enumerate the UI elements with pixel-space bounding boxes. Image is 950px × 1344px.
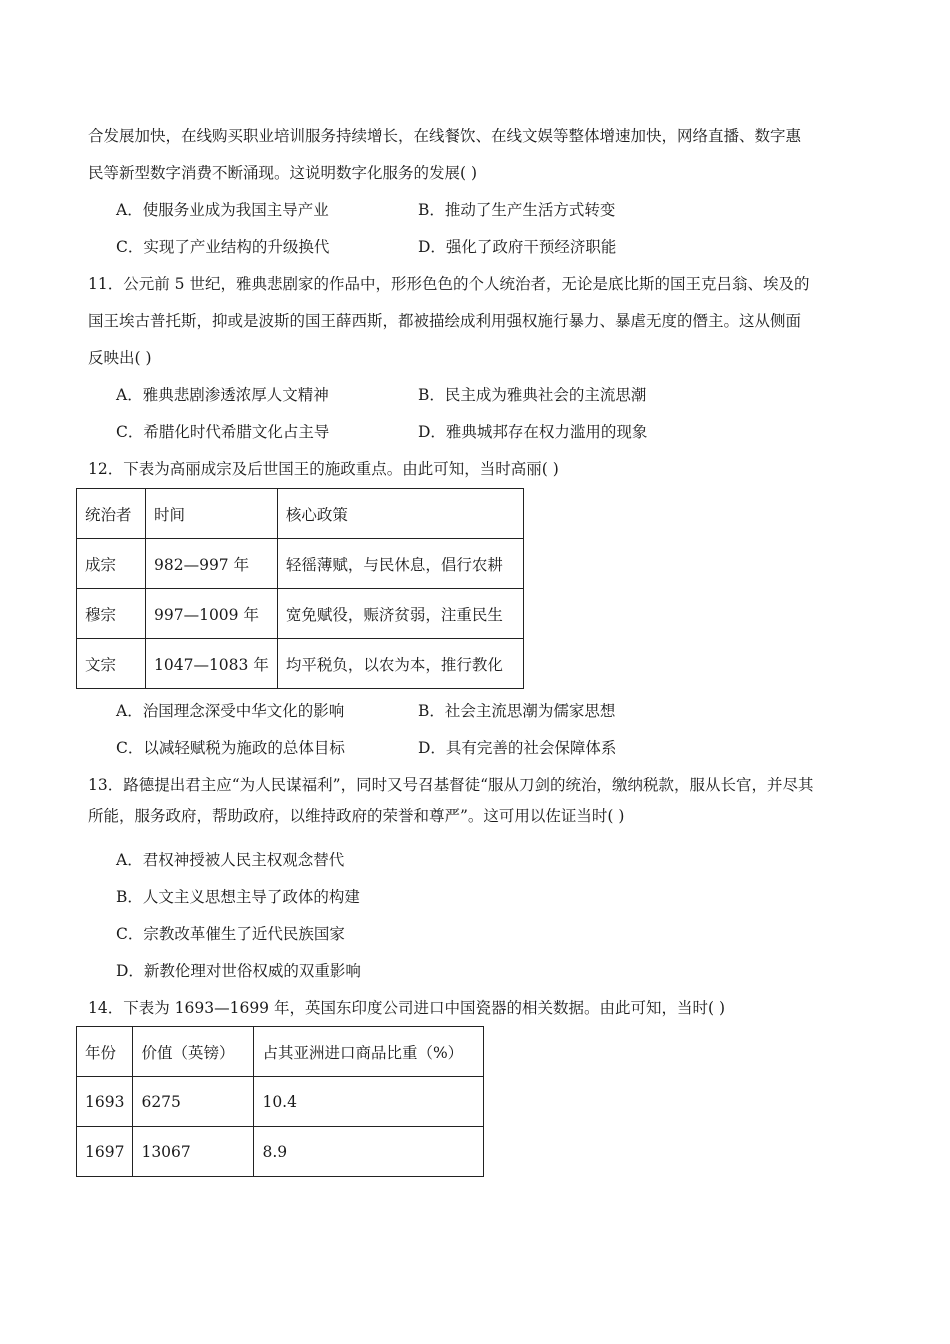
- table-cell: 穆宗: [77, 589, 146, 639]
- q13-option-b: B．人文主义思想主导了政体的构建: [116, 888, 360, 906]
- table-cell: 6275: [133, 1077, 254, 1127]
- q13-stem-line-1: 13．路德提出君主应“为人民谋福利”，同时又号召基督徒“服从刀剑的统治，缴纳税款，服从长官，并尽其: [88, 776, 814, 794]
- q10-option-d: D．强化了政府干预经济职能: [418, 238, 617, 256]
- q12-option-b: B．社会主流思潮为儒家思想: [418, 702, 616, 720]
- table-cell: 1693: [77, 1077, 133, 1127]
- table-cell: 982—997 年: [146, 539, 278, 589]
- q10-option-c: C．实现了产业结构的升级换代: [116, 238, 330, 256]
- q14-stem: 14．下表为 1693—1699 年，英国东印度公司进口中国瓷器的相关数据。由此可知，当时( ): [88, 999, 725, 1017]
- q11-option-d: D．雅典城邦存在权力滥用的现象: [418, 423, 648, 441]
- table-header-row: [77, 489, 524, 539]
- q12-stem: 12．下表为高丽成宗及后世国王的施政重点。由此可知，当时高丽( ): [88, 460, 559, 478]
- q11-stem-line-3: 反映出( ): [88, 349, 152, 367]
- table-cell: 1697: [77, 1127, 133, 1177]
- q10-stem-line-1: 合发展加快，在线购买职业培训服务持续增长，在线餐饮、在线文娱等整体增速加快，网络直播、数字惠: [88, 127, 802, 145]
- q13-option-a: A．君权神授被人民主权观念替代: [116, 851, 345, 869]
- table-cell: 8.9: [254, 1127, 484, 1177]
- q12-option-d: D．具有完善的社会保障体系: [418, 739, 617, 757]
- table-header-cell: 核心政策: [277, 489, 523, 539]
- q11-option-a: A．雅典悲剧渗透浓厚人文精神: [116, 386, 329, 404]
- table-cell: 13067: [133, 1127, 254, 1177]
- table-header-row: [77, 1027, 484, 1077]
- table-header-cell: 统治者: [77, 489, 146, 539]
- table-cell: 均平税负，以农为本，推行教化: [277, 639, 523, 689]
- q11-stem-line-2: 国王埃古普托斯，抑或是波斯的国王薛西斯，都被描绘成利用强权施行暴力、暴虐无度的僭主。这从侧面: [88, 312, 802, 330]
- q13-option-c: C．宗教改革催生了近代民族国家: [116, 925, 345, 943]
- table-row: [77, 1077, 484, 1127]
- q11-option-b: B．民主成为雅典社会的主流思潮: [418, 386, 647, 404]
- q11-stem-line-1: 11．公元前 5 世纪，雅典悲剧家的作品中，形形色色的个人统治者，无论是底比斯的国王克吕翁、埃及的: [88, 275, 810, 293]
- q13-option-d: D．新教伦理对世俗权威的双重影响: [116, 962, 361, 980]
- table-header-cell: 占其亚洲进口商品比重（%）: [254, 1027, 484, 1077]
- table-cell: 成宗: [77, 539, 146, 589]
- table-row: [77, 539, 524, 589]
- q12-option-c: C．以减轻赋税为施政的总体目标: [116, 739, 345, 757]
- q10-option-b: B．推动了生产生活方式转变: [418, 201, 616, 219]
- q11-option-c: C．希腊化时代希腊文化占主导: [116, 423, 330, 441]
- table-header-cell: 价值（英镑）: [133, 1027, 254, 1077]
- table-row: [77, 639, 524, 689]
- table-row: [77, 589, 524, 639]
- q12-option-a: A．治国理念深受中华文化的影响: [116, 702, 345, 720]
- table-header-cell: 时间: [146, 489, 278, 539]
- table-cell: 997—1009 年: [146, 589, 278, 639]
- table-cell: 轻徭薄赋，与民休息，倡行农耕: [277, 539, 523, 589]
- q10-stem-line-2: 民等新型数字消费不断涌现。这说明数字化服务的发展( ): [88, 164, 478, 182]
- q14-table: [76, 1026, 484, 1177]
- table-row: [77, 1127, 484, 1177]
- table-cell: 文宗: [77, 639, 146, 689]
- table-cell: 宽免赋役，赈济贫弱，注重民生: [277, 589, 523, 639]
- table-cell: 10.4: [254, 1077, 484, 1127]
- table-header-cell: 年份: [77, 1027, 133, 1077]
- table-cell: 1047—1083 年: [146, 639, 278, 689]
- q13-stem-line-2: 所能，服务政府，帮助政府，以维持政府的荣誉和尊严”。这可用以佐证当时( ): [88, 807, 625, 825]
- q12-table: [76, 488, 524, 689]
- q10-option-a: A．使服务业成为我国主导产业: [116, 201, 329, 219]
